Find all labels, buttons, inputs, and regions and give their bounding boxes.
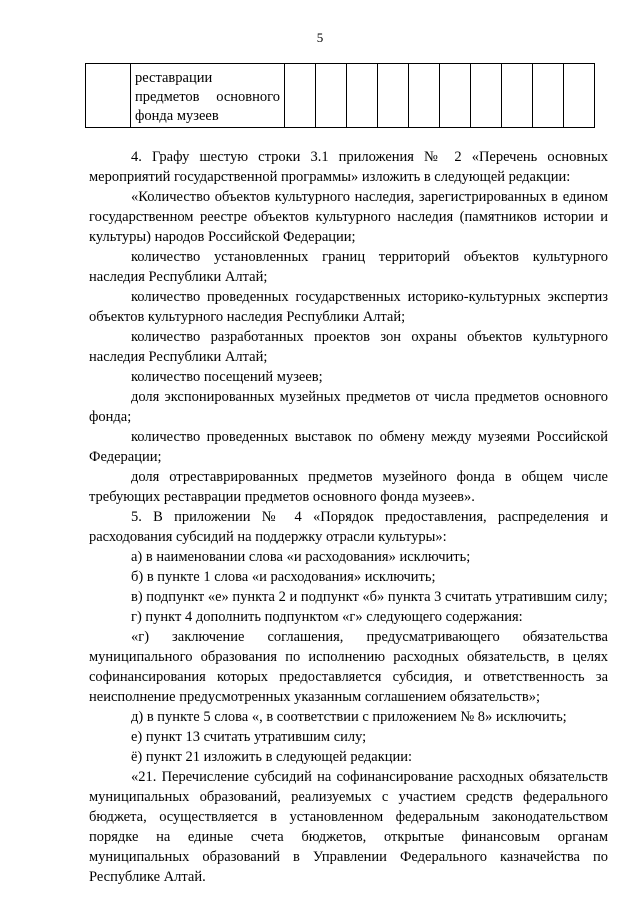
table-cell-empty xyxy=(440,64,471,128)
paragraph: б) в пункте 1 слова «и расходования» исключить; xyxy=(131,569,436,585)
document-body xyxy=(89,147,608,887)
table-cell-empty xyxy=(502,64,533,128)
paragraph: количество разработанных проектов зон охраны объектов культурного наследия Республики Алтай; xyxy=(89,329,608,365)
paragraph: е) пункт 13 считать утратившим силу; xyxy=(131,729,367,745)
table-cell-empty xyxy=(378,64,409,128)
table-cell-empty xyxy=(409,64,440,128)
paragraph: «Количество объектов культурного наследия, зарегистрированных в едином государственном реестре объектов культурного наследия (памятников истории и культуры) народов Российской Федерации; xyxy=(89,189,608,245)
paragraph: количество проведенных выставок по обмену между музеями Российской Федерации; xyxy=(89,429,608,465)
table-cell-empty xyxy=(316,64,347,128)
paragraph: «г) заключение соглашения, предусматривающего обязательства муниципального образования по исполнению расходных обязательств, в целях софинансирования которых предоставляется субсидия, и ответственность за неисполнение предусмотренных указанным соглашением обязательств»; xyxy=(89,629,608,705)
table-cell-empty xyxy=(564,64,595,128)
paragraph: доля экспонированных музейных предметов от числа предметов основного фонда; xyxy=(89,389,608,425)
table-row xyxy=(86,64,595,128)
paragraph: а) в наименовании слова «и расходования» исключить; xyxy=(131,549,471,565)
paragraph: д) в пункте 5 слова «, в соответствии с приложением № 8» исключить; xyxy=(131,709,567,725)
paragraph: количество посещений музеев; xyxy=(131,369,323,385)
table-cell-empty xyxy=(285,64,316,128)
paragraph: «21. Перечисление субсидий на софинансирование расходных обязательств муниципальных образований, реализуемых с участием средств федерального бюджета, осуществляется в установленном федеральным законодательством порядке на единые счета бюджетов, открытые финансовым органам муниципальных образований в Управлении Федерального казначейства по Республике Алтай. xyxy=(89,769,608,885)
table-cell-empty xyxy=(86,64,131,128)
page-number: 5 xyxy=(316,30,324,45)
cell-line: реставрации xyxy=(135,70,213,86)
table-cell-empty xyxy=(533,64,564,128)
cell-line: фонда музеев xyxy=(135,108,219,124)
table-cell-empty xyxy=(471,64,502,128)
paragraph: количество проведенных государственных историко-культурных экспертиз объектов культурного наследия Республики Алтай; xyxy=(89,289,608,325)
table-fragment xyxy=(85,63,595,128)
table-cell-empty xyxy=(347,64,378,128)
paragraph: в) подпункт «е» пункта 2 и подпункт «б» пункта 3 считать утратившим силу; xyxy=(131,589,608,605)
paragraph: доля отреставрированных предметов музейного фонда в общем числе требующих реставрации предметов основного фонда музеев». xyxy=(89,469,608,505)
paragraph: количество установленных границ территорий объектов культурного наследия Республики Алтай; xyxy=(89,249,608,285)
table-cell-text xyxy=(131,64,285,128)
paragraph: г) пункт 4 дополнить подпунктом «г» следующего содержания: xyxy=(131,609,523,625)
paragraph: 5. В приложении № 4 «Порядок предоставления, распределения и расходования субсидий на поддержку отрасли культуры»: xyxy=(89,509,608,545)
cell-line: предметов основного xyxy=(135,89,280,105)
paragraph: 4. Графу шестую строки 3.1 приложения № 2 «Перечень основных мероприятий государственной программы» изложить в следующей редакции: xyxy=(89,149,608,185)
paragraph: ё) пункт 21 изложить в следующей редакции: xyxy=(131,749,413,765)
